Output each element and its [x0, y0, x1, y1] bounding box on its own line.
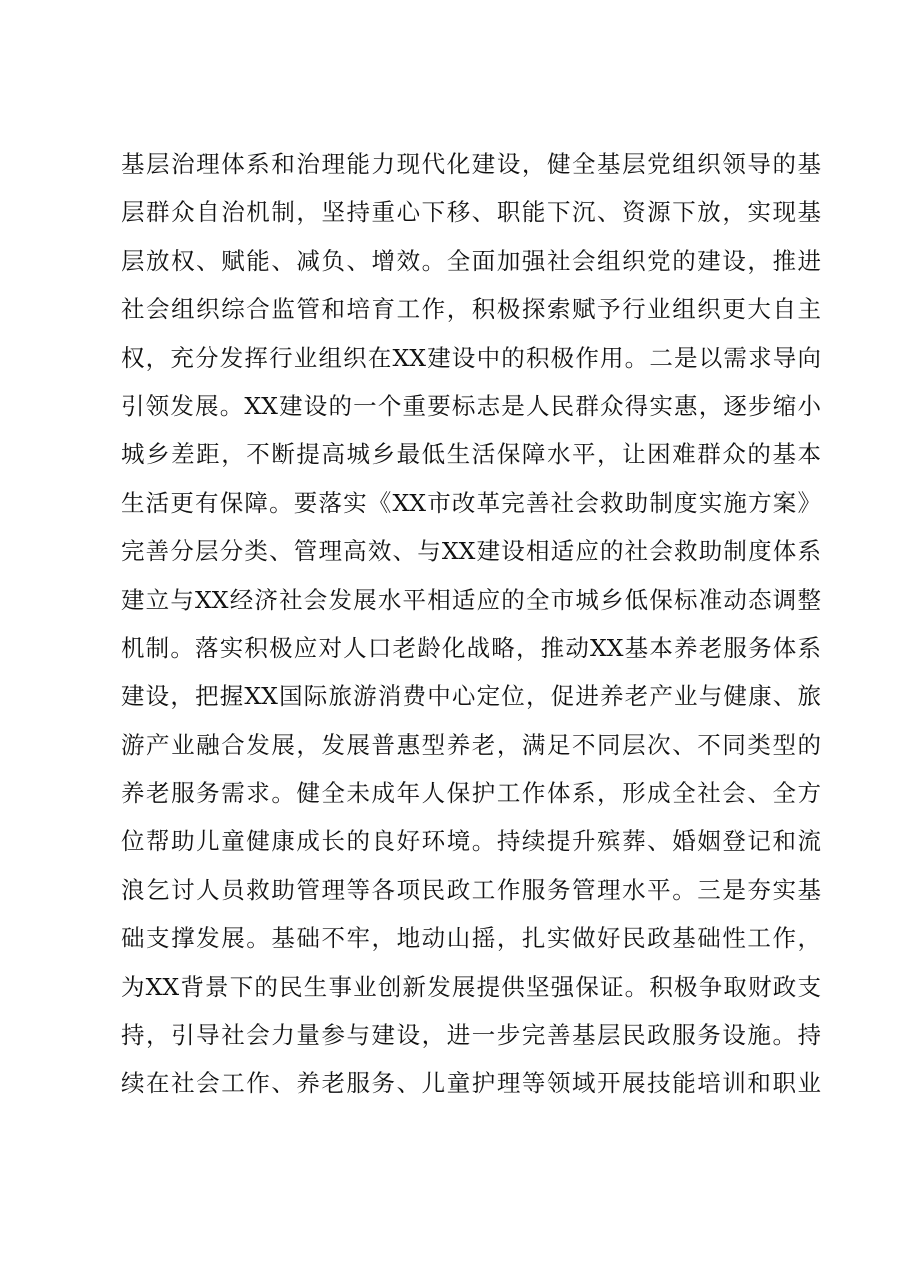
text-line: 游产业融合发展，发展普惠型养老，满足不同层次、不同类型的: [121, 730, 821, 759]
text-line: 权，充分发挥行业组织在XX建设中的积极作用。二是以需求导向: [121, 343, 821, 372]
text-line: 续在社会工作、养老服务、儿童护理等领域开展技能培训和职业: [121, 1069, 821, 1098]
text-line: 持，引导社会力量参与建设，进一步完善基层民政服务设施。持: [121, 1021, 821, 1050]
text-line: 基层治理体系和治理能力现代化建设，健全基层党组织领导的基: [121, 150, 821, 178]
text-line: 机制。落实积极应对人口老龄化战略，推动XX基本养老服务体系: [121, 633, 821, 662]
text-line: 社会组织综合监管和培育工作，积极探索赋予行业组织更大自主: [121, 295, 821, 324]
text-line: 浪乞讨人员救助管理等各项民政工作服务管理水平。三是夯实基: [121, 875, 821, 904]
body-text: [121, 140, 821, 1108]
text-line: 养老服务需求。健全未成年人保护工作体系，形成全社会、全方: [121, 779, 821, 808]
text-line: 城乡差距，不断提高城乡最低生活保障水平，让困难群众的基本: [121, 440, 821, 469]
text-line: 建设，把握XX国际旅游消费中心定位，促进养老产业与健康、旅: [121, 682, 821, 711]
text-line: 位帮助儿童健康成长的良好环境。持续提升殡葬、婚姻登记和流: [121, 827, 821, 856]
text-line: 为XX背景下的民生事业创新发展提供坚强保证。积极争取财政支: [121, 972, 821, 1001]
text-line: 层放权、赋能、减负、增效。全面加强社会组织党的建设，推进: [121, 246, 821, 275]
text-line: 引领发展。XX建设的一个重要标志是人民群众得实惠，逐步缩小: [121, 391, 821, 420]
text-line: 完善分层分类、管理高效、与XX建设相适应的社会救助制度体系: [121, 537, 821, 566]
text-line: 生活更有保障。要落实《XX市改革完善社会救助制度实施方案》: [121, 488, 821, 517]
text-line: 础支撑发展。基础不牢，地动山摇，扎实做好民政基础性工作，: [121, 924, 821, 953]
text-line: 层群众自治机制，坚持重心下移、职能下沉、资源下放，实现基: [121, 198, 821, 227]
text-line: 建立与XX经济社会发展水平相适应的全市城乡低保标准动态调整: [121, 585, 821, 614]
